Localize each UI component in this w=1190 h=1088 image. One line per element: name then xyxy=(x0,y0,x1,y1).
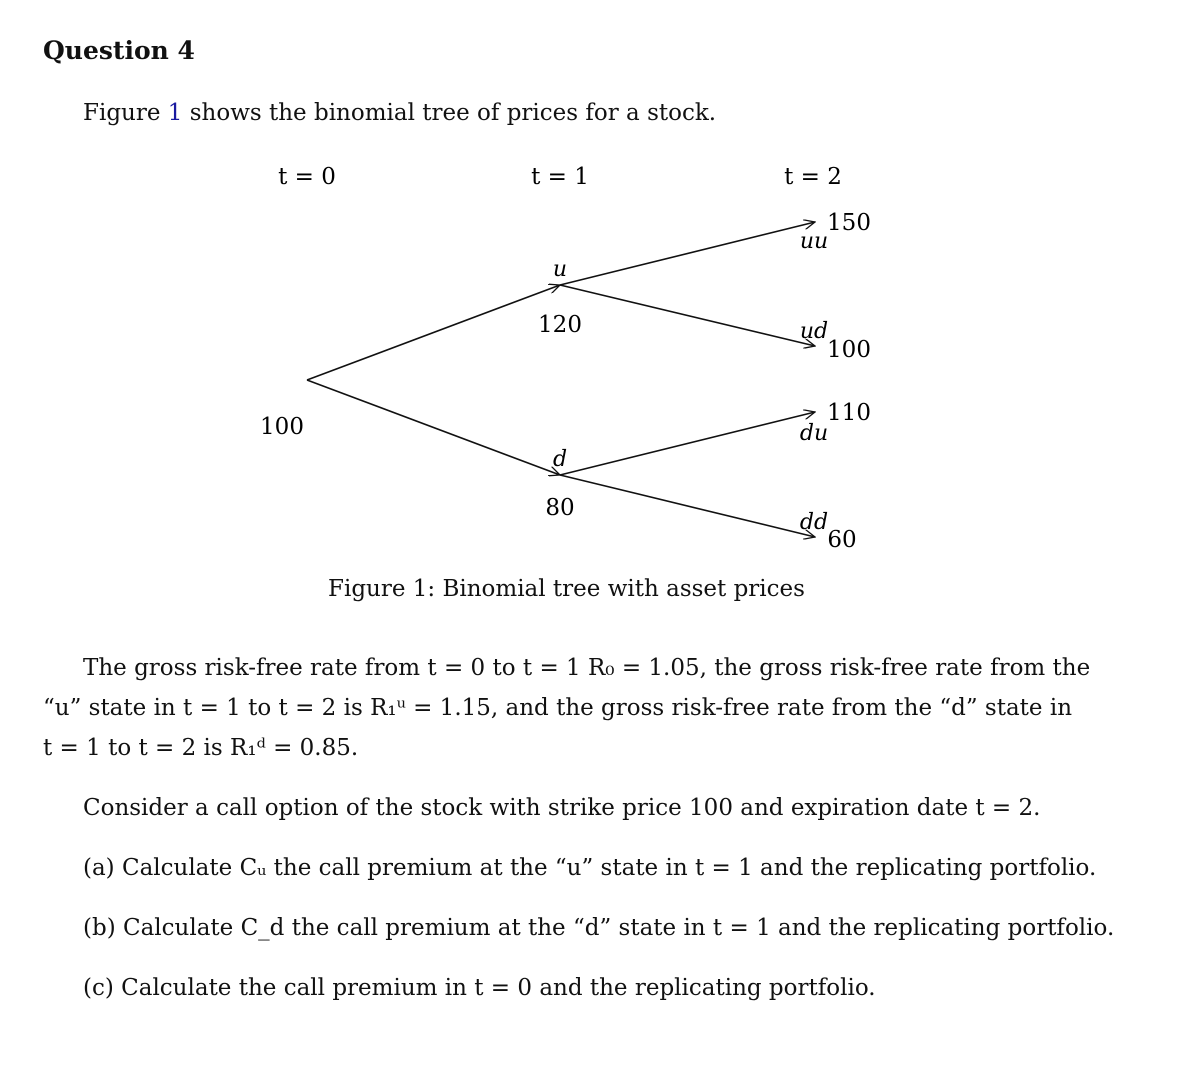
question-heading: Question 4 xyxy=(43,36,195,65)
price-d: 80 xyxy=(545,495,575,521)
state-label-u: u xyxy=(552,257,568,282)
price-u: 120 xyxy=(538,312,582,338)
figure-reference-link[interactable]: 1 xyxy=(167,100,183,126)
time-label-t1: t = 1 xyxy=(531,164,589,190)
question-a: (a) Calculate Cᵤ the call premium at the “u” state in t = 1 and the replicating portfolio. xyxy=(83,855,1097,881)
root-price: 100 xyxy=(260,414,304,440)
edge-u-to-ud xyxy=(560,285,815,346)
time-label-t2: t = 2 xyxy=(784,164,842,190)
time-label-t0: t = 0 xyxy=(278,164,336,190)
edge-root-to-u xyxy=(307,285,560,380)
edge-root-to-d xyxy=(307,380,560,475)
state-label-d: d xyxy=(552,447,568,472)
state-label-dd: dd xyxy=(799,510,829,535)
state-label-du: du xyxy=(799,421,829,446)
question-b: (b) Calculate C_d the call premium at the “d” state in t = 1 and the replicating portfolio. xyxy=(83,915,1115,941)
question-c: (c) Calculate the call premium in t = 0 and the replicating portfolio. xyxy=(83,975,876,1001)
edge-d-to-dd xyxy=(560,475,815,537)
rates-line-3: t = 1 to t = 2 is R₁ᵈ = 0.85. xyxy=(43,735,359,761)
price-dd: 60 xyxy=(827,527,857,553)
intro-post: shows the binomial tree of prices for a stock. xyxy=(182,100,717,126)
rates-line-1: The gross risk-free rate from t = 0 to t = 1 R₀ = 1.05, the gross risk-free rate from the xyxy=(83,655,1091,681)
edge-u-to-uu xyxy=(560,222,815,285)
state-label-uu: uu xyxy=(799,229,829,254)
consider-paragraph: Consider a call option of the stock with strike price 100 and expiration date t = 2. xyxy=(83,795,1041,821)
price-uu: 150 xyxy=(827,210,871,236)
figure-caption: Figure 1: Binomial tree with asset prices xyxy=(328,576,805,602)
state-label-ud: ud xyxy=(799,319,829,344)
rates-line-2: “u” state in t = 1 to t = 2 is R₁ᵘ = 1.15, and the gross risk-free rate from the “d” state in xyxy=(43,695,1073,721)
price-du: 110 xyxy=(827,400,871,426)
price-ud: 100 xyxy=(827,337,871,363)
edge-d-to-du xyxy=(560,412,815,475)
intro-pre: Figure xyxy=(83,100,168,126)
